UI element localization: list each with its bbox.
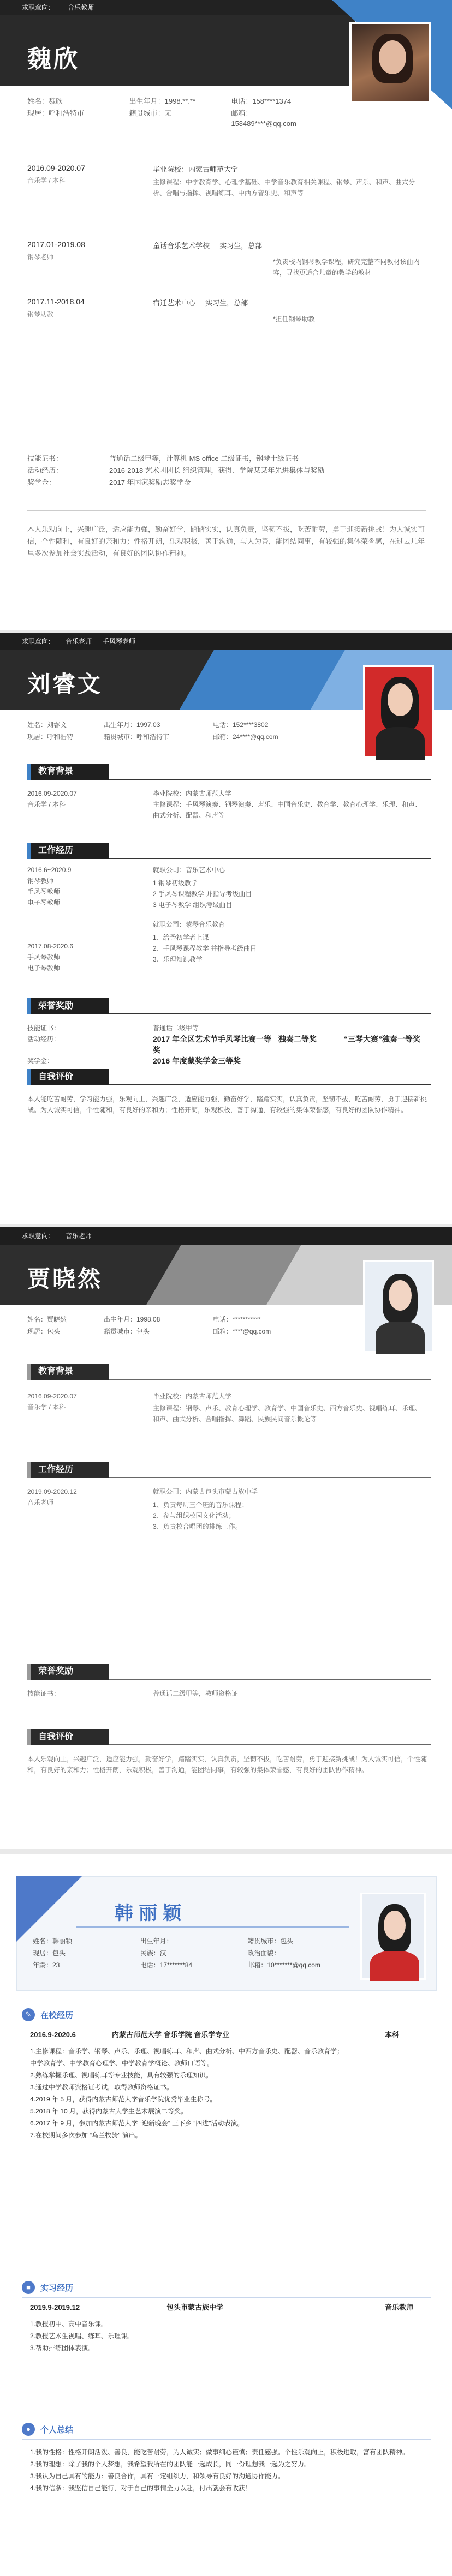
- resume-name: 刘睿文: [27, 671, 103, 697]
- work-item: [27, 297, 431, 341]
- work-desc: *担任钢琴助教: [273, 315, 315, 323]
- work-role: 钢琴老师: [27, 253, 54, 261]
- self-evaluation: 本人乐观向上，兴趣广泛，适应能力强，勤奋好学，踏踏实实，认真负责，坚韧不拔，吃苦耐劳，勇于迎接新挑战！为人诚实可信，个性随和，有良好的亲和力；性格开朗，乐观积极，善于沟通，能团结同事，有较强的集体荣誉感，有良好的团队协作精神。: [27, 1755, 427, 1774]
- name-underline: [76, 1926, 349, 1928]
- job-intent-bar: [0, 1227, 452, 1245]
- resume-name: 贾晓然: [27, 1266, 103, 1292]
- work-section: 2016.6~2020.9 钢琴教师 手风琴教师 电子琴教师 就职公司：音乐艺术中心 1 钢琴初级教学 2 手风琴课程教学 并指导考级曲目 3 电子琴教学 组织考级曲目 就职公司：蒙琴音乐教育 2017.08-2020.6 手风琴教师 电子琴教师 1、给予初学者上课 2、手风琴课程教学 并指导考级曲目 3、乐理知识教学: [27, 866, 257, 972]
- divider: [22, 2439, 431, 2440]
- work-org: 童话音乐艺术学校 实习生，总部: [153, 242, 263, 250]
- info-email: 158489****@qq.com: [231, 119, 296, 128]
- self-evaluation: 本人乐观向上，兴趣广泛，适应能力强，勤奋好学，踏踏实实，认真负责，坚韧不拔，吃苦耐劳，勇于迎接新挑战！为人诚实可信，个性随和，有良好的亲和力；性格开朗，乐观积极，善于沟通，与人为善，能团结同事，有较强的集体荣誉感，在过去几年里多次参加社会实践活动，有良好的团队协作精神。: [27, 525, 425, 557]
- section-header-education: 教育背景: [27, 1364, 431, 1380]
- section-header-self: 自我评价: [27, 1729, 431, 1745]
- resume-jia-xiaoran: [0, 1227, 452, 1849]
- info-phone: 电话：158****1374: [231, 97, 292, 105]
- job-intent-value: 音乐老师: [66, 638, 92, 645]
- info-name: 姓名：魏欣: [27, 97, 63, 105]
- edu-school: 毕业院校：内蒙古师范大学: [153, 165, 239, 173]
- edu-major: 音乐学 / 本科: [27, 177, 66, 184]
- education-section: 2016.09-2020.07 音乐学 / 本科 毕业院校：内蒙古师范大学 主修课程：手风琴演奏、钢琴演奏、声乐、中国音乐史、教育学、教育心理学、乐理、和声、曲式分析、配器、和声等: [27, 790, 422, 819]
- job-intent-label: 求职意向：: [22, 4, 55, 11]
- job-intent-bar: [0, 633, 452, 650]
- work-role: 钢琴助教: [27, 310, 54, 318]
- section-header-self: 自我评价: [27, 1069, 431, 1085]
- basic-info: 姓名：贾晓然 出生年月：1998.08 电话：*********** 现居：包头 籍贯城市：包头 邮箱：****@qq.com: [27, 1316, 271, 1335]
- resume-wei-xin: [0, 0, 452, 633]
- info-email-label: 邮箱：: [231, 109, 253, 117]
- info-residence: 现居：呼和浩特市: [27, 109, 85, 117]
- work-date: 2017.11-2018.04: [27, 297, 85, 306]
- education-section: [27, 164, 431, 213]
- work-item: [27, 240, 431, 284]
- work-org: 宿迁艺术中心 实习生，总部: [153, 299, 248, 307]
- section-header-honors: 荣誉奖励: [27, 998, 431, 1014]
- decor-corner: [16, 1876, 82, 1942]
- profile-photo: [363, 1260, 434, 1353]
- resume-name: 韩丽颖: [115, 1903, 187, 1924]
- page-separator: [0, 1849, 452, 1854]
- section-header-intern: ■ 实习经历: [22, 2280, 73, 2295]
- divider: [22, 2297, 431, 2298]
- section-header-education: 教育背景: [27, 764, 431, 780]
- edu-date: 2016.09-2020.07: [27, 164, 85, 172]
- resume-liu-ruiwen: [0, 633, 452, 1227]
- intern-section: 2019.9-2019.12 包头市蒙古族中学 音乐教师 1.教授初中、高中音乐课。 2.教授艺术生视唱、练耳、乐理课。 3.帮助排练团体表演。: [30, 2303, 414, 2352]
- section-header-school: ✎ 在校经历: [22, 2007, 73, 2022]
- basic-info: 姓名：韩丽颖 出生年月： 籍贯城市：包头 现居：包头 民族：汉 政治面貌： 年龄：23 电话：17*******84 邮箱：10*******@qq.com: [33, 1937, 320, 1969]
- person-icon: ●: [22, 2423, 35, 2436]
- info-birth: 出生年月：1998.**.**: [129, 97, 196, 105]
- profile-photo: [349, 22, 431, 104]
- job-intent-value: 音乐教师: [68, 4, 94, 11]
- resume-han-liying: [0, 1854, 452, 2576]
- info-hometown: 籍贯城市：无: [129, 109, 172, 117]
- work-date: 2017.01-2019.08: [27, 240, 85, 249]
- job-intent-label: 求职意向：: [22, 638, 55, 645]
- section-header-honors: 荣誉奖励: [27, 1664, 431, 1680]
- profile-photo: [360, 1893, 426, 1980]
- section-header-summary: ● 个人总结: [22, 2422, 73, 2437]
- profile-photo: [363, 665, 434, 758]
- job-intent-value: 音乐老师: [66, 1232, 92, 1240]
- edu-desc: 主修课程：中学教育学、心理学基础、中学音乐教育相关课程、钢琴、声乐、和声、曲式分析、合唱与指挥、视唱练耳、中西方音乐史、和声等: [153, 178, 415, 197]
- graduation-cap-icon: ✎: [22, 2008, 35, 2021]
- divider: [27, 510, 426, 511]
- work-desc: *负责校内钢琴教学课程，研究完整不同教材该曲内容，寻找更适合儿童的教学的教材: [273, 258, 420, 277]
- job-intent-value: 手风琴老师: [103, 638, 136, 645]
- work-section: 2019.09-2020.12 音乐老师 就职公司：内蒙古包头市蒙古族中学 1、负责每周三个班的音乐课程； 2、参与组织校园文化活动； 3、负责校合唱团的排练工作。: [27, 1488, 258, 1530]
- honors-section: 技能证书： 普通话二级甲等 活动经历： 2017 年全区艺术节手风琴比赛一等奖 独奏二等奖 “三琴大赛”独奏一等奖 奖学金： 2016 年度蒙奖学金三等奖: [27, 1024, 420, 1065]
- self-evaluation: 本人能吃苦耐劳，学习能力强，乐观向上，兴趣广泛，适应能力强，勤奋好学，踏踏实实，认真负责，坚韧不拔，吃苦耐劳，勇于迎接新挑战。为人诚实可信，个性随和，有良好的亲和力；性格开朗，乐观积极，善于沟通，有较强的集体荣誉感，有良好的团队协作精神。: [27, 1095, 427, 1114]
- education-section: 2016.09-2020.07 音乐学 / 本科 毕业院校：内蒙古师范大学 主修课程：钢琴、声乐、教育心理学、教育学、中国音乐史、西方音乐史、视唱练耳、乐理、和声、曲式分析、合唱指挥、舞蹈、民族民间音乐概论等: [27, 1392, 422, 1423]
- section-header-work: 工作经历: [27, 1462, 431, 1478]
- briefcase-icon: ■: [22, 2281, 35, 2294]
- certificate-section: 技能证书： 普通话二级甲等，计算机 MS office 二级证书，钢琴十级证书 活动经历： 2016-2018 艺术团团长 组织管理，获得、学院某某年先进集体与奖励 奖学金： 2017 年国家奖励志奖学金: [27, 454, 325, 487]
- honors-section: 技能证书： 普通话二级甲等，教师资格证: [27, 1690, 239, 1697]
- section-header-work: 工作经历: [27, 843, 431, 859]
- summary-section: 1.我的性格：性格开朗活泼、善良，能吃苦耐劳，为人诚实；做事细心谨慎；责任感强。个性乐观向上，积极进取，富有团队精神。 2.我的理想：除了我的个人梦想，我希望我所在的团队能一起成长，同一份理想我一起为之努力。 3.我认为自己具有的能力：善良合作，具有一定组织力，和领导有良好的沟通协作能力。 4.我的信条：我坚信自己能行，对于自己的事情全力以赴，付出就会有收获！: [30, 2448, 409, 2492]
- job-intent-label: 求职意向：: [22, 1232, 55, 1240]
- basic-info: [27, 95, 333, 131]
- school-section: 2016.9-2020.6 内蒙古师范大学 音乐学院 音乐学专业 本科 1.主修课程：音乐学、钢琴、声乐、乐理、视唱练耳、和声、曲式分析、中西方音乐史、配器、音乐教育学； 中学教育学、中学教育心理学、中学教育学概论、教师口语等。 2.熟练掌握乐理、视唱练耳等专业技能，具有较强的乐理知识。 3.通过中学教师资格证考试，取得教师资格证书。 4.2019 年 5 月，获得内蒙古师范大学音乐学院优秀毕业生称号。 5.2018 年 10 月，获得内蒙古大学生艺术展演二等奖。 6.2017 年 9 月，参加内蒙古师范大学 “迎新晚会” 三下乡 “四进”活动表演。 7.在校期间多次参加 “乌兰牧骑” 演出。: [30, 2031, 400, 2139]
- resume-name: 魏欣: [27, 46, 80, 73]
- basic-info: 姓名：刘睿文 出生年月：1997.03 电话：152****3802 现居：呼和浩特 籍贯城市：呼和浩特市 邮箱：24****@qq.com: [27, 721, 278, 741]
